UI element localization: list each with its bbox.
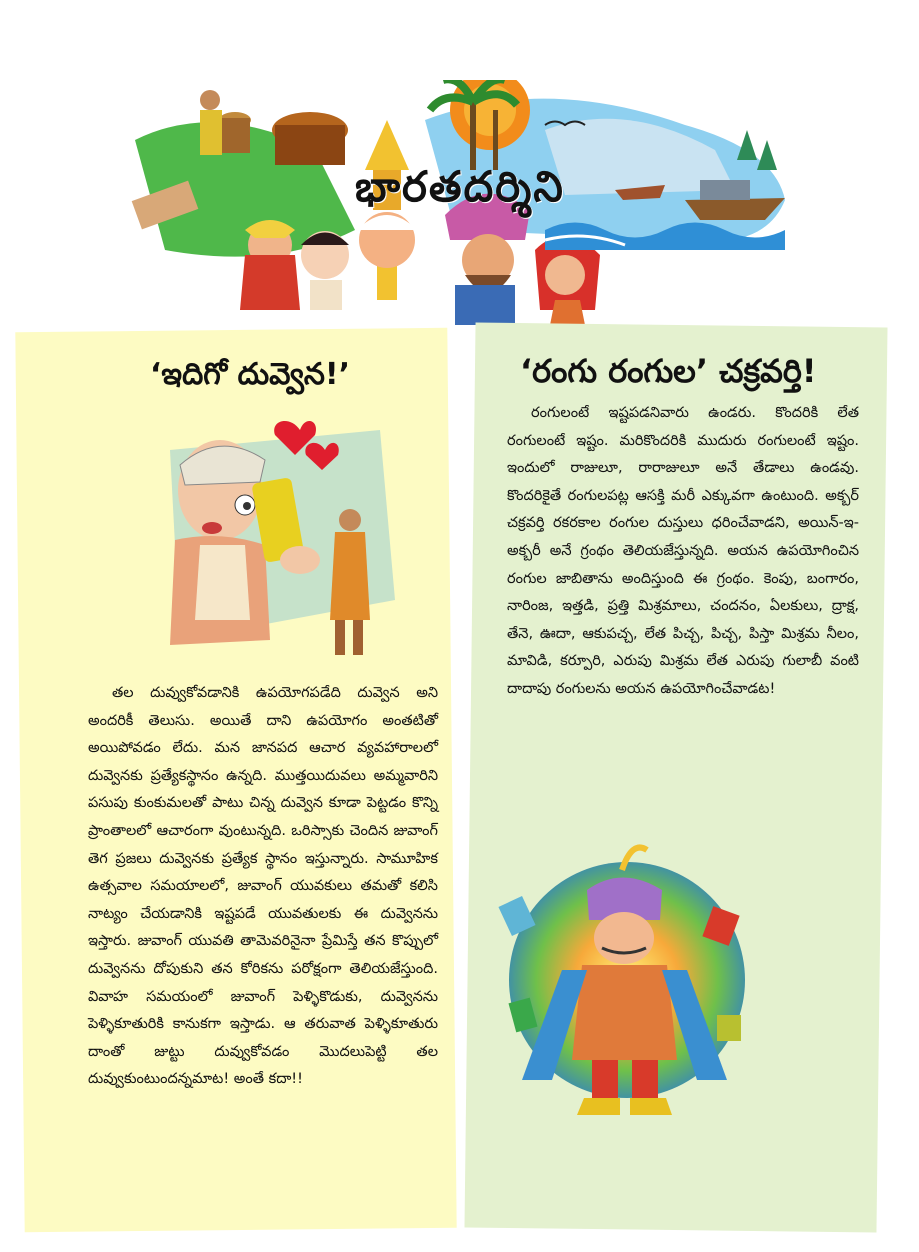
left-article-paragraph: తల దువ్వుకోవడానికి ఉపయోగపడేది దువ్వెన అని అందరికీ తెలుసు. అయితే దాని ఉపయోగం అంతటితో అయిపోవడం లేదు. మన జానపద ఆచార వ్యవహారాలలో దువ్వెనకు ప్రత్యేకస్థానం ఉన్నది. ముత్తయిదువలు అమ్మవారిని పసుపు కుంకుమలతో పాటు చిన్న దువ్వెన కూడా పెట్టడం కొన్ని ప్రాంతాలలో ఆచారంగా వుంటున్నది. ఒరిస్సాకు చెందిన జువాంగ్ తెగ ప్రజలు దువ్వెనకు ప్రత్యేక స్థానం ఇస్తున్నారు. సామూహిక ఉత్సవాల సమయాలలో, జువాంగ్ యువకులు తమతో కలిసి నాట్యం చేయడానికి ఇష్టపడే యువతులకు ఈ దువ్వెనను ఇస్తారు. జువాంగ్ యువతి తామెవరినైనా ప్రేమిస్తే తన కొప్పులో దువ్వెనను దోపుకుని తన కోరికను పరోక్షంగా తెలియజేస్తుంది. వివాహ సమయంలో జువాంగ్ పెళ్ళికొడుకు, దువ్వెనను పెళ్ళికూతురికి కానుకగా ఇస్తాడు. ఆ తరువాత పెళ్ళికూతురు దాంతో జుట్టు దువ్వుకోవడం మొదలుపెట్టి తల దువ్వుకుంటుందన్నమాట! అంతే కదా!! bbox=[88, 685, 438, 1088]
right-article-paragraph: రంగులంటే ఇష్టపడనివారు ఉండరు. కొందరికి లేత రంగులంటే ఇష్టం. మరికొందరికి ముదురు రంగులంటే ఇష్టం. ఇందులో రాజులూ, రారాజులూ అనే తేడాలు ఉండవు. కొందరికైతే రంగులపట్ల ఆసక్తి మరీ ఎక్కువగా ఉంటుంది. అక్బర్ చక్రవర్తి రకరకాల రంగుల దుస్తులు ధరించేవాడని, అయిన్-ఇ-అక్బరీ అనే గ్రంథం తెలియజేస్తున్నది. అయన ఉపయోగించిన రంగుల జాబితాను అందిస్తుంది ఈ గ్రంథం. కెంపు, బంగారం, నారింజ, ఇత్తడి, ప్రత్తి మిశ్రమాలు, చందనం, ఏలకులు, ద్రాక్ష, తేనె, ఊదా, ఆకుపచ్చ, లేత పిచ్చ, పిచ్చ, పిస్తా మిశ్రమ నీలం, మావిడి, కర్పూరి, ఎరుపు మిశ్రమ లేత ఎరుపు గులాబీ వంటి దాదాపు రంగులను అయన ఉపయోగించేవాడట! bbox=[507, 405, 859, 697]
right-article-title: ‘రంగు రంగుల’ చక్రవర్తి! bbox=[520, 352, 817, 390]
banner-title: భారతదర్శిని bbox=[355, 162, 565, 211]
emperor-illustration bbox=[492, 830, 752, 1125]
left-article-body bbox=[88, 680, 438, 1094]
comb-art bbox=[150, 410, 405, 670]
comb-illustration bbox=[150, 410, 405, 670]
emperor-art bbox=[492, 830, 752, 1125]
right-article-body bbox=[507, 400, 859, 704]
left-article-title: ‘ఇదిగో దువ్వెన!’ bbox=[150, 357, 351, 392]
paint-bucket-icon bbox=[717, 1015, 741, 1041]
